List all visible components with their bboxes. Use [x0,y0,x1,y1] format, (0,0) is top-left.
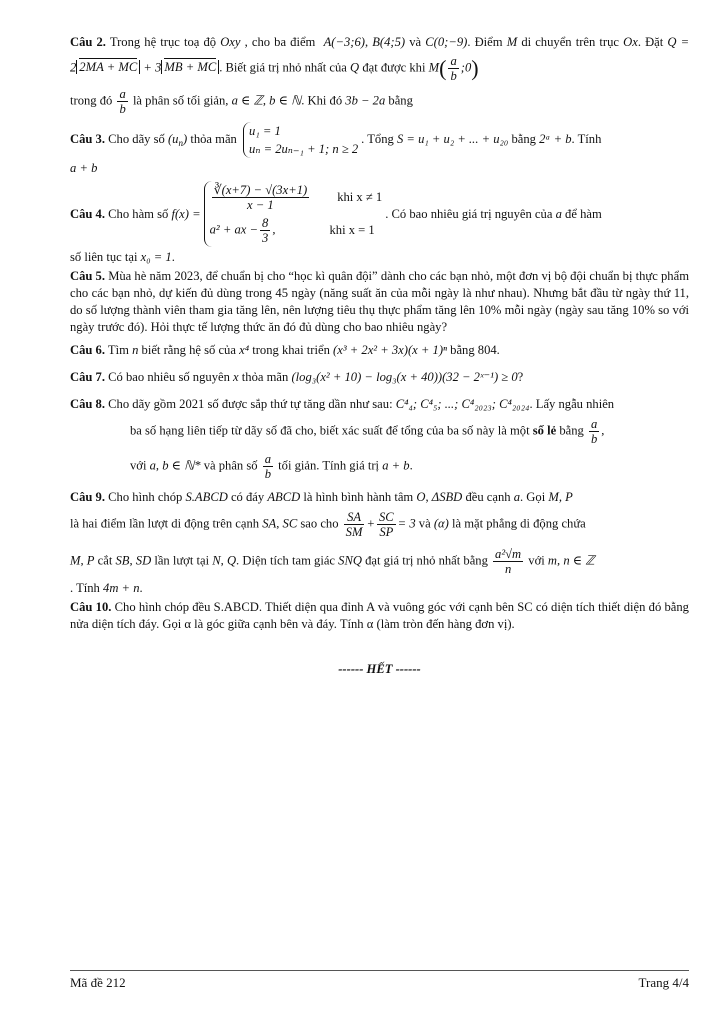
question-8: Câu 8. Cho dãy gồm 2021 số được sắp thứ tự tăng dần như sau: C⁴₄; C⁴₅; ...; C⁴₂₀₂₃; C⁴₂₀₂₄. Lấy ngẫu nhiên [70,397,615,411]
question-label: Câu 8. [70,397,105,411]
question-label: Câu 4. [70,206,105,221]
fraction: $\frac{a}{b}$ [450,54,457,83]
page-footer [70,970,689,991]
vector-abs-2: MB + MC [161,60,219,74]
question-6: Câu 6. Tìm n biết rằng hệ số của x⁴ trong khai triển (x³ + 2x² + 3x)(x + 1)ⁿ bằng 804. [70,343,500,357]
page-number: Trang 4/4 [638,975,689,990]
question-label: Câu 9. [70,490,105,504]
exam-code: Mã đề 212 [70,975,126,990]
fraction: $\frac{a}{b}$ [590,417,598,446]
question-10: Câu 10. Cho hình chóp đều S.ABCD. Thiết diện qua đỉnh A và vuông góc với cạnh bên SC có diện tích thiết diện đó bằng nửa diện tích đáy. Gọi α là góc giữa cạnh bên và đáy. Tính α (làm tròn đến hàng đơn vị). [70,600,689,631]
question-label: Câu 5. [70,269,106,283]
question-9: Câu 9. Cho hình chóp S.ABCD có đáy ABCD là hình bình hành tâm O, ΔSBD đều cạnh a. Gọi M, P [70,490,573,504]
fraction: $\frac{a}{b}$ [264,452,272,481]
question-label: Câu 10. [70,600,112,614]
vector-abs-1: 2MA + MC [76,60,140,74]
piecewise-function: $\frac{∛(x+7) - √(3x+1)}{x - 1}$ khi x ≠ 1 a² + ax − $\frac{8}{3}$ , khi x = 1 [204,181,383,247]
question-2-cont: trong đó $\frac{a}{b}$ là phân số tối giản, a ∈ ℤ, b ∈ ℕ. Khi đó 3b − 2a bằng [70,87,413,116]
question-label: Câu 6. [70,343,105,357]
question-2: Câu 2. Trong hệ trục toạ độ Oxy , cho ba điểm A(−3;6), B(4;5) và C(0;−9). Điểm M di chuyển trên trục Ox. Đặt Q = 2 2MA + MC + 3 MB + MC . Biết giá trị nhỏ nhất của Q đạt được khi M( $\frac{a}{b}$ ;0) [70,35,690,83]
exam-page: Câu 2. Trong hệ trục toạ độ Oxy , cho ba điểm A(−3;6), B(4;5) và C(0;−9). Điểm M di chuyển trên trục Ox. Đặt Q = 2 2MA + MC + 3 MB + MC . Biết giá trị nhỏ nhất của Q đạt được khi M( $\frac{a}{b}$ ;0) trong đó $\frac{a}{b}$ là phân số tối giản, a ∈ ℤ, b ∈ ℕ. Khi đó 3b − 2a bằng Câu 3. Cho dãy số $(u_n)$ thỏa mãn u₁ = 1 uₙ = 2uₙ₋₁ + 1; n ≥ 2 . Tổng S = u₁ + u₂ + ... + u₂₀ bằng 2ᵃ + b. Tính a + b Câu 4. Cho hàm số f(x) = $\frac{∛(x+7) - √(3x+1)}{x - 1}$ khi x ≠ 1 a² + ax − $\frac{8}{3}$ , khi x = 1 . Có bao nhiêu giá trị nguyên của a để hàm số liên tục tại x₀ = 1. Câu 5. Mùa hè năm 2023, để chuẩn bị cho “học kì quân đội” dành cho các bạn nhỏ, một đơn vị bộ đội chuẩn bị thực phẩm cho các bạn nhỏ, dự kiến đủ dùng trong 45 ngày (năng suất ăn của mỗi ngày là như nhau). Nhưng bắt đầu từ ngày thứ 11, do số lượng thành viên tham gia tăng lên, nên lượng tiêu thụ thực phẩm tăng lên 10% mỗi ngày (ngày sau tăng 10% so với ngày trước đó). Hỏi thực tế lượng thức ăn đó đủ dùng cho bao nhiêu ngày? Câu 6. Tìm n biết rằng hệ số của x⁴ trong khai triển (x³ + 2x² + 3x)(x + 1)ⁿ bằng 804. Câu 7. Có bao nhiêu số nguyên x thỏa mãn (log₃(x² + 10) − log₃(x + 40))(32 − 2ˣ⁻¹) ≥ 0? Câu 8. Cho dãy gồm 2021 số được sắp thứ tự tăng dần như sau: C⁴₄; C⁴₅; ...; C⁴₂₀₂₃; C⁴₂₀₂₄. Lấy ngẫu nhiên ba số hạng liên tiếp từ dãy số đã cho, biết xác suất để tổng của ba số này là một số lẻ bằng $\frac{a}{b}$ , với a, b ∈ ℕ* và phân số $\frac{a}{b}$ tối giản. Tính giá trị a + b. Câu 9. Cho hình chóp S.ABCD có đáy ABCD là hình bình hành tâm O, ΔSBD đều cạnh a. Gọi M, P là hai điểm lần lượt di động trên cạnh SA, SC sao cho $\frac{SA}{SM}$ + $\frac{SC}{SP}$ = 3 và (α) là mặt phẳng di động chứa M, P cắt SB, SD lần lượt tại N, Q. Diện tích tam giác SNQ đạt giá trị nhỏ nhất bằng $\frac{\text{a²√m}}{n}$ với m, n ∈ ℤ . Tính 4m + n. Câu 10. Cho hình chóp đều S.ABCD. Thiết diện qua đỉnh A và vuông góc với cạnh bên SC có diện tích thiết diện đó bằng nửa diện tích đáy. Gọi α là góc giữa cạnh bên và đáy. Tính α (làm tròn đến hàng đơn vị). ------ HẾT ------ [70,30,689,678]
fraction: $\frac{\text{a²√m}}{n}$ [495,547,522,576]
question-label: Câu 7. [70,370,105,384]
question-5: Câu 5. Mùa hè năm 2023, để chuẩn bị cho “học kì quân đội” dành cho các bạn nhỏ, một đơn vị bộ đội chuẩn bị thực phẩm cho các bạn nhỏ, dự kiến đủ dùng trong 45 ngày (năng suất ăn của mỗi ngày là như nhau). Nhưng bắt đầu từ ngày thứ 11, do số lượng thành viên tham gia tăng lên, nên lượng tiêu thụ thực phẩm tăng lên 10% mỗi ngày (ngày sau tăng 10% so với ngày trước đó). Hỏi thực tế lượng thức ăn đó đủ dùng cho bao nhiêu ngày? [70,269,689,334]
question-3: Câu 3. Cho dãy số $(u_n)$ thỏa mãn u₁ = 1 uₙ = 2uₙ₋₁ + 1; n ≥ 2 . Tổng S = u₁ + u₂ + ... + u₂₀ bằng 2ᵃ + b. Tính [70,124,602,156]
recurrence-system: u₁ = 1 uₙ = 2uₙ₋₁ + 1; n ≥ 2 [243,122,358,158]
fraction: $\frac{a}{b}$ [119,87,126,116]
end-mark: ------ HẾT ------ [338,662,421,676]
question-label: Câu 2. [70,35,106,49]
question-7: Câu 7. Có bao nhiêu số nguyên x thỏa mãn (log₃(x² + 10) − log₃(x + 40))(32 − 2ˣ⁻¹) ≥ 0? [70,370,524,384]
question-4: Câu 4. Cho hàm số f(x) = $\frac{∛(x+7) - √(3x+1)}{x - 1}$ khi x ≠ 1 a² + ax − $\frac{8}{3}$ , khi x = 1 . Có bao nhiêu giá trị nguyên của a để hàm [70,183,602,245]
question-label: Câu 3. [70,131,105,146]
fraction: $\frac{SC}{SP}$ [378,510,394,539]
fraction: $\frac{SA}{SM}$ [345,510,363,539]
